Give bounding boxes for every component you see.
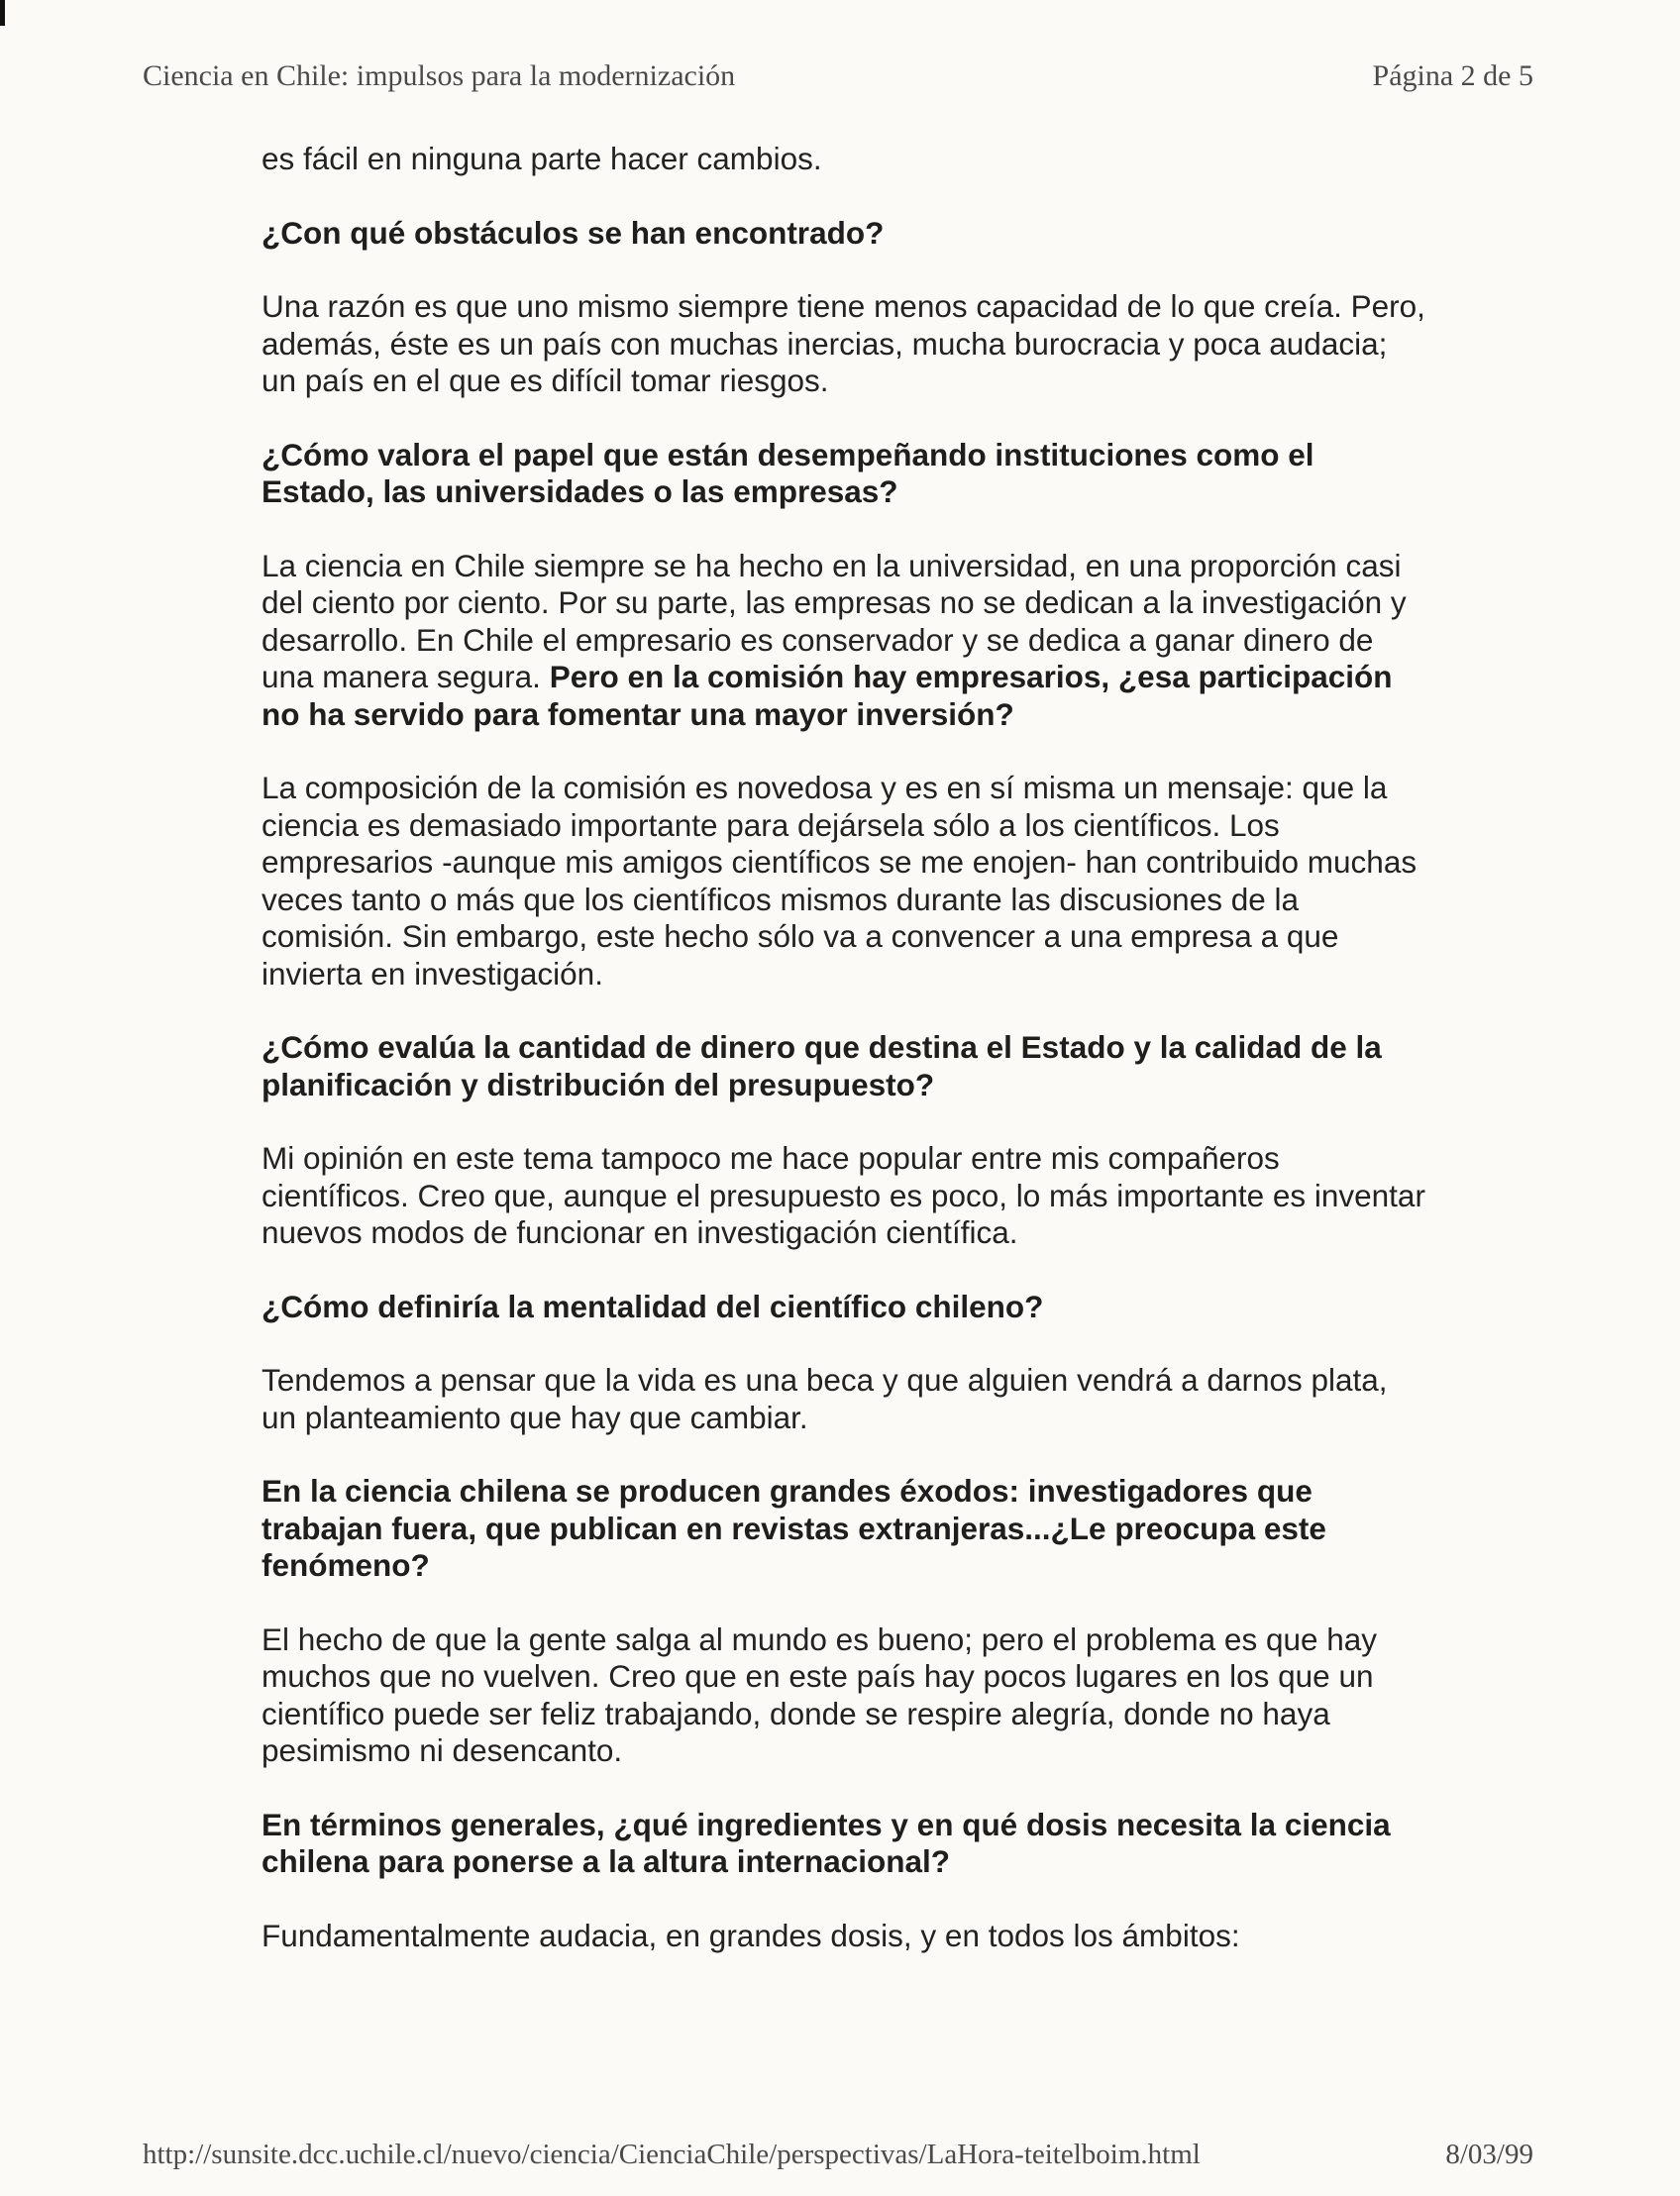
page-footer — [143, 2139, 1533, 2171]
interview-question: En términos generales, ¿qué ingredientes y en qué dosis necesita la ciencia chilena para ponerse a la altura internacional? — [262, 1806, 1391, 1879]
interview-question: En la ciencia chilena se producen grandes éxodos: investigadores que trabajan fuera, que publican en revistas extranjeras...¿Le preocupa este fenómeno? — [262, 1473, 1326, 1583]
interview-question: ¿Con qué obstáculos se han encontrado? — [262, 214, 885, 251]
answer-paragraph: Tendemos a pensar que la vida es una beca y que alguien vendrá a darnos plata, un planteamiento que hay que cambiar. — [262, 1362, 1388, 1435]
document-title: Ciencia en Chile: impulsos para la modernización — [143, 59, 736, 92]
answer-paragraph: es fácil en ninguna parte hacer cambios. — [262, 141, 822, 176]
answer-paragraph: El hecho de que la gente salga al mundo es bueno; pero el problema es que hay muchos que no vuelven. Creo que en este país hay pocos lugares en los que un científico puede ser feliz trabajando, donde se respire alegría, donde no haya pesimismo ni desencanto. — [262, 1621, 1378, 1768]
interview-question: ¿Cómo definiría la mentalidad del científico chileno? — [262, 1288, 1044, 1324]
answer-paragraph: Una razón es que uno mismo siempre tiene menos capacidad de lo que creía. Pero, además, éste es un país con muchas inercias, mucha burocracia y poca audacia; un país en el que es difícil tomar riesgos. — [262, 288, 1425, 398]
answer-text: La ciencia en Chile siempre se ha hecho en la universidad, en una proporción casi del ciento por ciento. Por su parte, las empresas no se dedican a la investigación y desarrollo. En Chile el empresario es conservador y se dedica a ganar dinero de una manera segura. — [262, 547, 1407, 694]
article-body — [262, 141, 1430, 1991]
answer-paragraph: La composición de la comisión es novedosa y es en sí misma un mensaje: que la ciencia es demasiado importante para dejársela sólo a los científicos. Los empresarios -aunque mis amigos científicos se me enojen- han contribuido muchas veces tanto o más que los científicos mismos durante las discusiones de la comisión. Sin embargo, este hecho sólo va a convencer a una empresa a que invierta en investigación. — [262, 770, 1418, 992]
page-header — [143, 59, 1533, 93]
interview-question: ¿Cómo evalúa la cantidad de dinero que destina el Estado y la calidad de la planificación y distribución del presupuesto? — [262, 1029, 1382, 1102]
source-url: http://sunsite.dcc.uchile.cl/nuevo/ciencia/CienciaChile/perspectivas/LaHora-teitelboim.html — [143, 2139, 1201, 2170]
answer-paragraph: Mi opinión en este tema tampoco me hace popular entre mis compañeros científicos. Creo que, aunque el presupuesto es poco, lo más importante es inventar nuevos modos de funcionar en investigación científica. — [262, 1140, 1425, 1250]
page-number: Página 2 de 5 — [1372, 59, 1533, 92]
interview-question: ¿Cómo valora el papel que están desempeñando instituciones como el Estado, las universidades o las empresas? — [262, 436, 1314, 509]
print-date: 8/03/99 — [1445, 2139, 1533, 2170]
answer-paragraph: Fundamentalmente audacia, en grandes dosis, y en todos los ámbitos: — [262, 1917, 1240, 1953]
inline-question: Pero en la comisión hay empresarios, ¿esa participación no ha servido para fomentar una mayor inversión? — [262, 659, 1393, 732]
answer-paragraph-with-question — [262, 548, 1430, 734]
scan-mark — [0, 0, 5, 26]
